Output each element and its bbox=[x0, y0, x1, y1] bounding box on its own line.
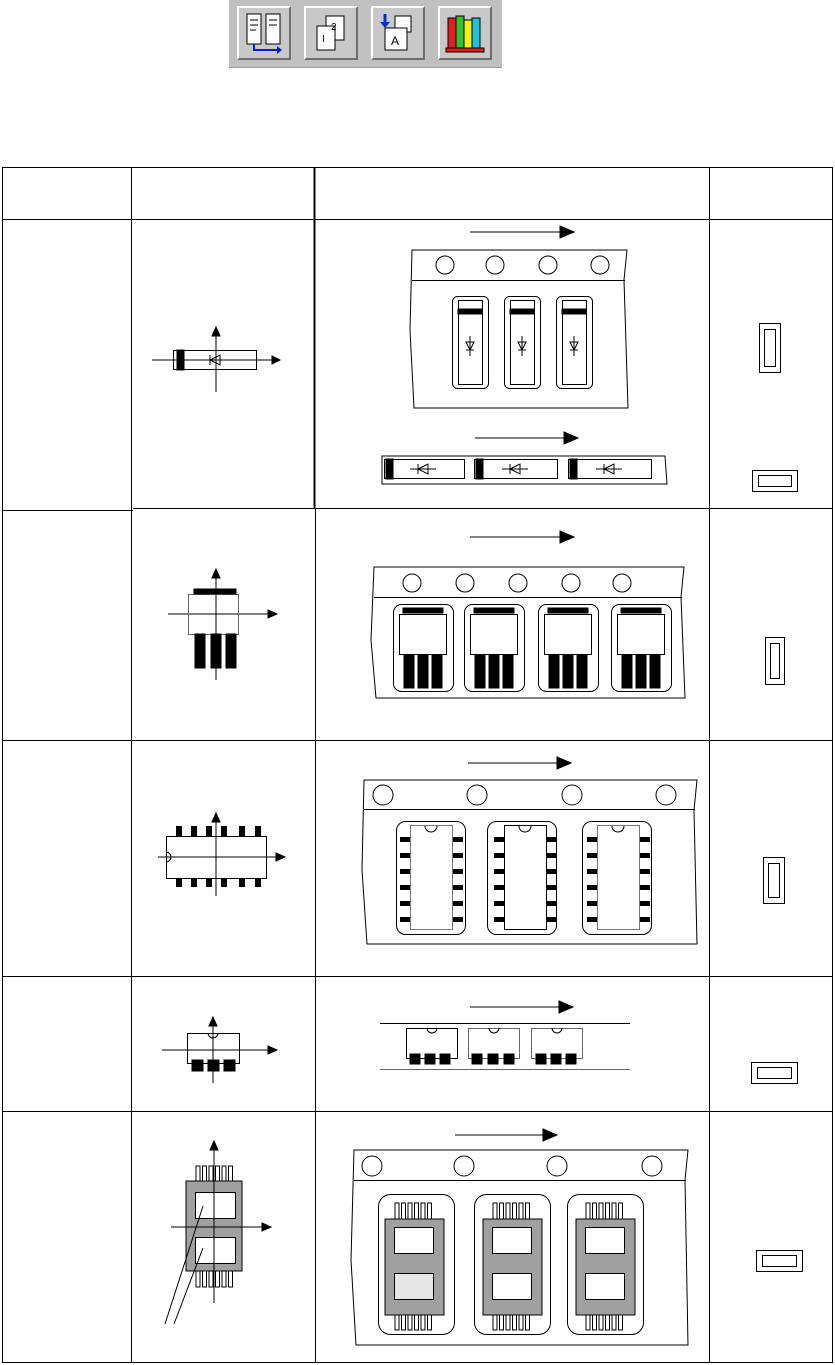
pin bbox=[587, 901, 597, 906]
row-5-feed-indicators bbox=[757, 1251, 803, 1272]
pin bbox=[506, 1315, 510, 1330]
part-lead bbox=[404, 655, 414, 688]
row-5-parts bbox=[379, 1195, 644, 1335]
pin bbox=[395, 1315, 399, 1330]
pin bbox=[255, 826, 261, 836]
pin bbox=[547, 869, 557, 874]
ic-window bbox=[586, 1228, 625, 1254]
row-4-feed-indicators bbox=[752, 1063, 798, 1084]
pin bbox=[640, 885, 650, 890]
pin bbox=[506, 1203, 510, 1219]
pin bbox=[415, 1315, 419, 1330]
pin bbox=[493, 1315, 497, 1330]
pin bbox=[400, 885, 410, 890]
pin bbox=[421, 1315, 425, 1330]
part-body bbox=[618, 615, 665, 655]
pin bbox=[619, 1315, 623, 1330]
row-1-symbol bbox=[152, 327, 280, 392]
pin bbox=[547, 853, 557, 858]
pin bbox=[640, 901, 650, 906]
pin bbox=[494, 885, 504, 890]
part-lead bbox=[636, 655, 646, 688]
svg-text:2: 2 bbox=[331, 22, 337, 33]
row-3-feed-indicators bbox=[764, 858, 785, 904]
pin bbox=[494, 901, 504, 906]
row-1-feed-indicators bbox=[753, 324, 798, 492]
pin bbox=[206, 879, 212, 887]
pin bbox=[222, 1271, 226, 1287]
part-body bbox=[471, 615, 518, 655]
pin bbox=[428, 1203, 432, 1219]
pin bbox=[222, 1166, 226, 1181]
ic-window bbox=[586, 1274, 625, 1300]
pin bbox=[176, 879, 182, 887]
row-2-parts bbox=[394, 605, 672, 692]
row-3-tape-diagram bbox=[362, 757, 697, 944]
part-tab bbox=[621, 608, 661, 613]
pin bbox=[216, 1166, 220, 1181]
pin bbox=[408, 1203, 412, 1219]
pin bbox=[196, 1166, 200, 1181]
part-lead bbox=[432, 655, 442, 688]
pin bbox=[494, 917, 504, 922]
part-lead bbox=[577, 655, 587, 688]
part-tab bbox=[548, 608, 588, 613]
pin bbox=[191, 826, 197, 836]
part-body bbox=[545, 615, 592, 655]
part-lead bbox=[622, 655, 632, 688]
pin bbox=[587, 837, 597, 842]
pin bbox=[599, 1315, 603, 1330]
pin bbox=[221, 826, 227, 836]
pin bbox=[547, 885, 557, 890]
pin bbox=[526, 1315, 530, 1330]
pin bbox=[547, 837, 557, 842]
pin bbox=[415, 1203, 419, 1219]
pin bbox=[513, 1203, 517, 1219]
pin bbox=[203, 1166, 207, 1181]
row-4-symbol bbox=[162, 1017, 277, 1083]
pin bbox=[209, 1166, 213, 1181]
pin bbox=[402, 1315, 406, 1330]
part-lead bbox=[503, 655, 513, 688]
pin bbox=[402, 1203, 406, 1219]
pin bbox=[255, 879, 261, 887]
svg-text:A: A bbox=[391, 34, 400, 48]
pin bbox=[229, 1271, 233, 1287]
row-2-symbol bbox=[168, 569, 277, 680]
pin bbox=[526, 1203, 530, 1219]
pin bbox=[400, 917, 410, 922]
pin bbox=[428, 1315, 432, 1330]
pin bbox=[421, 1203, 425, 1219]
pin bbox=[500, 1203, 504, 1219]
pin bbox=[400, 869, 410, 874]
ic-window bbox=[395, 1274, 434, 1300]
pin bbox=[606, 1315, 610, 1330]
pin bbox=[587, 869, 597, 874]
pin bbox=[593, 1315, 597, 1330]
part-lead bbox=[549, 655, 559, 688]
pin bbox=[586, 1203, 590, 1219]
ic-window bbox=[395, 1228, 434, 1254]
row-4-tape-diagram bbox=[380, 1001, 630, 1070]
pin bbox=[640, 917, 650, 922]
pin bbox=[206, 826, 212, 836]
svg-text:I: I bbox=[322, 34, 325, 45]
part-body bbox=[400, 615, 447, 655]
notch bbox=[519, 826, 531, 832]
pin bbox=[640, 837, 650, 842]
notch bbox=[425, 826, 437, 832]
pin bbox=[593, 1203, 597, 1219]
pin bbox=[612, 1203, 616, 1219]
pin bbox=[196, 1271, 200, 1287]
pin bbox=[587, 853, 597, 858]
part-lead bbox=[650, 655, 660, 688]
pin bbox=[408, 1315, 412, 1330]
dip-body bbox=[411, 826, 453, 930]
pin bbox=[191, 879, 197, 887]
table-grid bbox=[2, 167, 833, 1363]
pin bbox=[599, 1203, 603, 1219]
pin bbox=[203, 1271, 207, 1287]
pin bbox=[500, 1315, 504, 1330]
row-1-tape-diagram bbox=[382, 226, 667, 484]
pin bbox=[239, 879, 245, 887]
pin bbox=[493, 1203, 497, 1219]
pin bbox=[513, 1315, 517, 1330]
pin bbox=[453, 853, 463, 858]
pin bbox=[586, 1315, 590, 1330]
pin bbox=[395, 1203, 399, 1219]
pin bbox=[494, 837, 504, 842]
pin bbox=[176, 826, 182, 836]
pin bbox=[400, 837, 410, 842]
part-lead bbox=[489, 655, 499, 688]
part-lead bbox=[475, 655, 485, 688]
pin bbox=[209, 1271, 213, 1287]
pin bbox=[494, 853, 504, 858]
pin bbox=[640, 853, 650, 858]
part-lead bbox=[418, 655, 428, 688]
pin bbox=[221, 879, 227, 887]
pin bbox=[519, 1203, 523, 1219]
pin bbox=[640, 869, 650, 874]
pin bbox=[216, 1271, 220, 1287]
pin bbox=[239, 826, 245, 836]
pin bbox=[453, 917, 463, 922]
pin bbox=[547, 917, 557, 922]
row-5-symbol bbox=[165, 1141, 271, 1324]
pin bbox=[494, 869, 504, 874]
pin bbox=[587, 917, 597, 922]
pin bbox=[400, 901, 410, 906]
pin bbox=[587, 885, 597, 890]
pin bbox=[453, 885, 463, 890]
pin bbox=[612, 1315, 616, 1330]
pin bbox=[606, 1203, 610, 1219]
part-tab bbox=[474, 608, 514, 613]
row-3-parts bbox=[397, 822, 652, 935]
notch bbox=[612, 826, 624, 832]
part-tab bbox=[403, 608, 443, 613]
row-2-feed-indicators bbox=[766, 638, 785, 685]
pin bbox=[400, 853, 410, 858]
pin bbox=[519, 1315, 523, 1330]
pin bbox=[229, 1166, 233, 1181]
pin bbox=[453, 901, 463, 906]
pin bbox=[547, 901, 557, 906]
ic-window bbox=[493, 1228, 532, 1254]
pin bbox=[453, 837, 463, 842]
pin bbox=[619, 1203, 623, 1219]
dip-body bbox=[505, 826, 547, 930]
dip-body bbox=[598, 826, 640, 930]
pin bbox=[453, 869, 463, 874]
ic-window bbox=[493, 1274, 532, 1300]
part-lead bbox=[563, 655, 573, 688]
